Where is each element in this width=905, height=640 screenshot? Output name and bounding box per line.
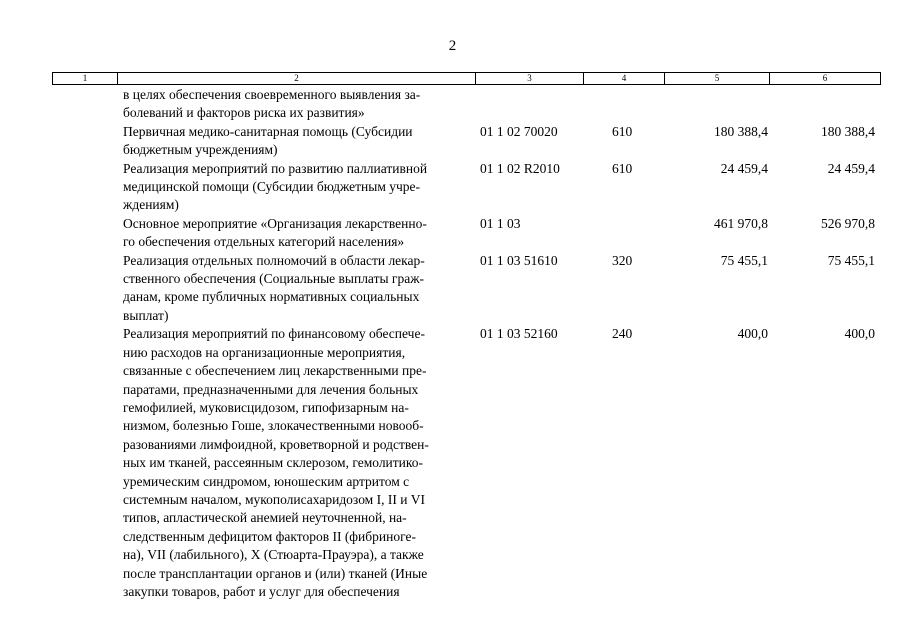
row-amount-6: 24 459,4 — [827, 160, 875, 176]
row-description: Основное мероприятие «Организация лекарственно- го обеспечения отдельных категорий населения» — [123, 215, 427, 250]
row-expense-type: 320 — [612, 252, 633, 268]
row-amount-6: 400,0 — [844, 326, 875, 342]
row-amount-5: 400,0 — [737, 326, 768, 342]
row-expense-type: 240 — [612, 326, 633, 342]
page-number: 2 — [448, 38, 457, 54]
table-row — [0, 325, 905, 601]
header-col-3: 3 — [476, 73, 584, 84]
table-row — [0, 215, 905, 252]
header-col-4: 4 — [584, 73, 665, 84]
row-description: Реализация отдельных полномочий в области лекар- ственного обеспечения (Социальные выплаты граж- данам, кроме публичных нормативных социальных выплат) — [123, 252, 425, 323]
row-amount-6: 75 455,1 — [827, 252, 875, 268]
row-code: 01 1 02 70020 — [480, 123, 558, 139]
header-col-1: 1 — [53, 73, 118, 84]
row-amount-5: 461 970,8 — [714, 215, 768, 231]
row-description: Реализация мероприятий по развитию паллиативной медицинской помощи (Субсидии бюджетным учре- ждениям) — [123, 160, 428, 213]
table-row — [0, 160, 905, 215]
table-row — [0, 86, 905, 123]
row-description: в целях обеспечения своевременного выявления за- болеваний и факторов риска их развития» — [123, 87, 421, 121]
table-row — [0, 123, 905, 160]
row-amount-6: 526 970,8 — [821, 215, 875, 231]
row-amount-6: 180 388,4 — [821, 123, 875, 139]
row-amount-5: 75 455,1 — [720, 252, 768, 268]
row-code: 01 1 03 — [480, 215, 521, 231]
row-code: 01 1 03 51610 — [480, 252, 558, 268]
row-expense-type: 610 — [612, 123, 633, 139]
row-description: Первичная медико-санитарная помощь (Субсидии бюджетным учреждениям) — [123, 123, 413, 158]
row-amount-5: 180 388,4 — [714, 123, 768, 139]
table-header — [52, 72, 881, 85]
table-body — [0, 86, 905, 601]
row-expense-type: 610 — [612, 160, 633, 176]
table-row — [0, 252, 905, 326]
row-amount-5: 24 459,4 — [720, 160, 768, 176]
header-col-6: 6 — [822, 73, 828, 83]
row-description: Реализация мероприятий по финансовому обеспече- нию расходов на организационные мероприятия, связанные с обеспечением лиц лекарственными пре- паратами, предназначенными для лечения больных гемофилией, муковисцидозом, гипофизарным на- низмом, болезнью Гоше, злокачественными новооб- разованиями лимфоидной, кроветворной и родствен- ных им тканей, рассеянным склерозом, гемолитико- уремическим синдромом, юношеским артритом с системным началом, мукополисахаридозом I, II и VI типов, апластической анемией неуточненной, на- следственным дефицитом факторов II (фибриноге- на), VII (лабильного), X (Стюарта-Прауэра), а также после трансплантации органов и (или) тканей (Иные закупки товаров, работ и услуг для обеспечения — [123, 326, 429, 599]
header-col-5: 5 — [665, 73, 770, 84]
row-code: 01 1 03 52160 — [480, 326, 558, 342]
row-code: 01 1 02 R2010 — [480, 160, 560, 176]
header-col-2: 2 — [118, 73, 476, 84]
